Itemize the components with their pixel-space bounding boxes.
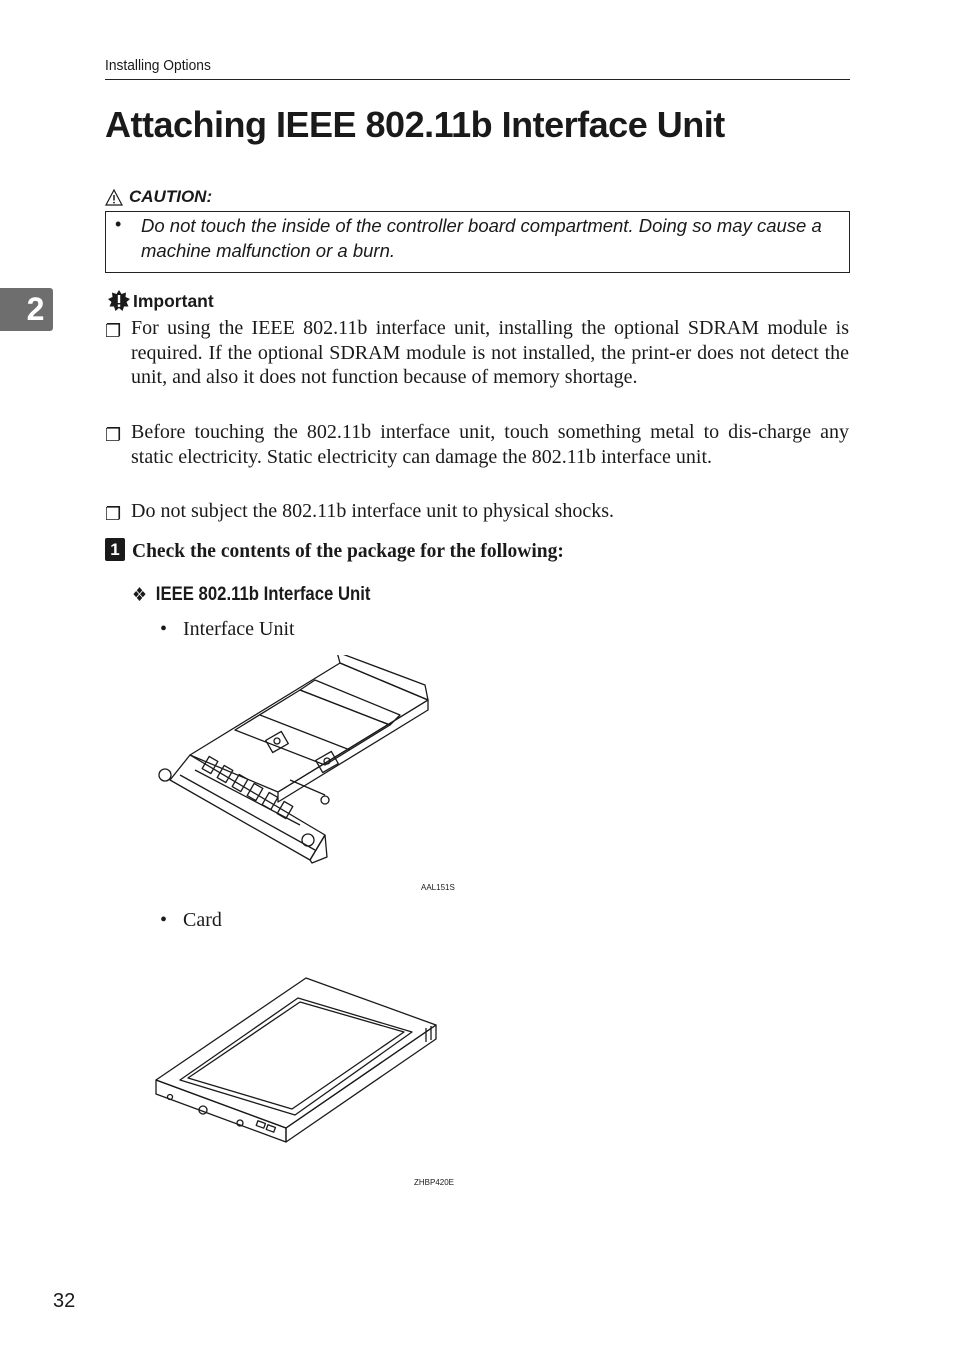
checkbox-bullet-icon: ❐ bbox=[105, 504, 122, 524]
list-item bbox=[160, 909, 222, 932]
figure-code: ZHBP420E bbox=[414, 1178, 455, 1187]
warning-triangle-icon bbox=[105, 189, 123, 206]
important-item bbox=[105, 499, 849, 524]
list-bullet: • bbox=[160, 909, 168, 931]
page-number: 32 bbox=[53, 1290, 76, 1312]
diamond-bullet-icon: ❖ bbox=[132, 585, 148, 606]
figure-code: AAL151S bbox=[421, 883, 455, 892]
card-illustration bbox=[150, 970, 445, 1155]
important-item bbox=[105, 316, 849, 390]
package-heading bbox=[132, 584, 370, 607]
important-label: Important bbox=[133, 290, 214, 311]
caution-bullet: • bbox=[115, 214, 122, 234]
caution-heading bbox=[105, 187, 212, 207]
header-rule bbox=[105, 79, 850, 80]
list-bullet: • bbox=[160, 618, 168, 640]
important-item-text: For using the IEEE 802.11b interface unit, installing the optional SDRAM module is required. If the optional SDRAM module is not installed, the print-er does not detect the unit, and also it does not function because of memory shortage. bbox=[131, 317, 849, 388]
important-item-text: Do not subject the 802.11b interface unit to physical shocks. bbox=[131, 500, 615, 522]
list-item bbox=[160, 618, 295, 641]
important-heading bbox=[107, 289, 214, 313]
important-item bbox=[105, 420, 849, 469]
important-item-text: Before touching the 802.11b interface unit, touch something metal to dis-charge any static electricity. Static electricity can damage the 802.11b interface unit. bbox=[131, 421, 849, 468]
running-header: Installing Options bbox=[105, 57, 211, 74]
caution-text: Do not touch the inside of the controller board compartment. Doing so may cause a machine malfunction or a burn. bbox=[141, 215, 822, 261]
item-label: Card bbox=[183, 909, 222, 931]
interface-unit-illustration bbox=[150, 655, 450, 865]
page-title: Attaching IEEE 802.11b Interface Unit bbox=[105, 104, 725, 145]
package-heading-text: IEEE 802.11b Interface Unit bbox=[155, 584, 371, 605]
caution-label: CAUTION: bbox=[129, 187, 213, 206]
chapter-tab: 2 bbox=[0, 288, 53, 331]
checkbox-bullet-icon: ❐ bbox=[105, 425, 122, 445]
important-burst-icon bbox=[107, 289, 131, 313]
item-label: Interface Unit bbox=[183, 618, 295, 640]
step-instruction: Check the contents of the package for the following: bbox=[132, 541, 564, 562]
checkbox-bullet-icon: ❐ bbox=[105, 321, 122, 341]
step-number-badge: 1 bbox=[105, 538, 125, 561]
